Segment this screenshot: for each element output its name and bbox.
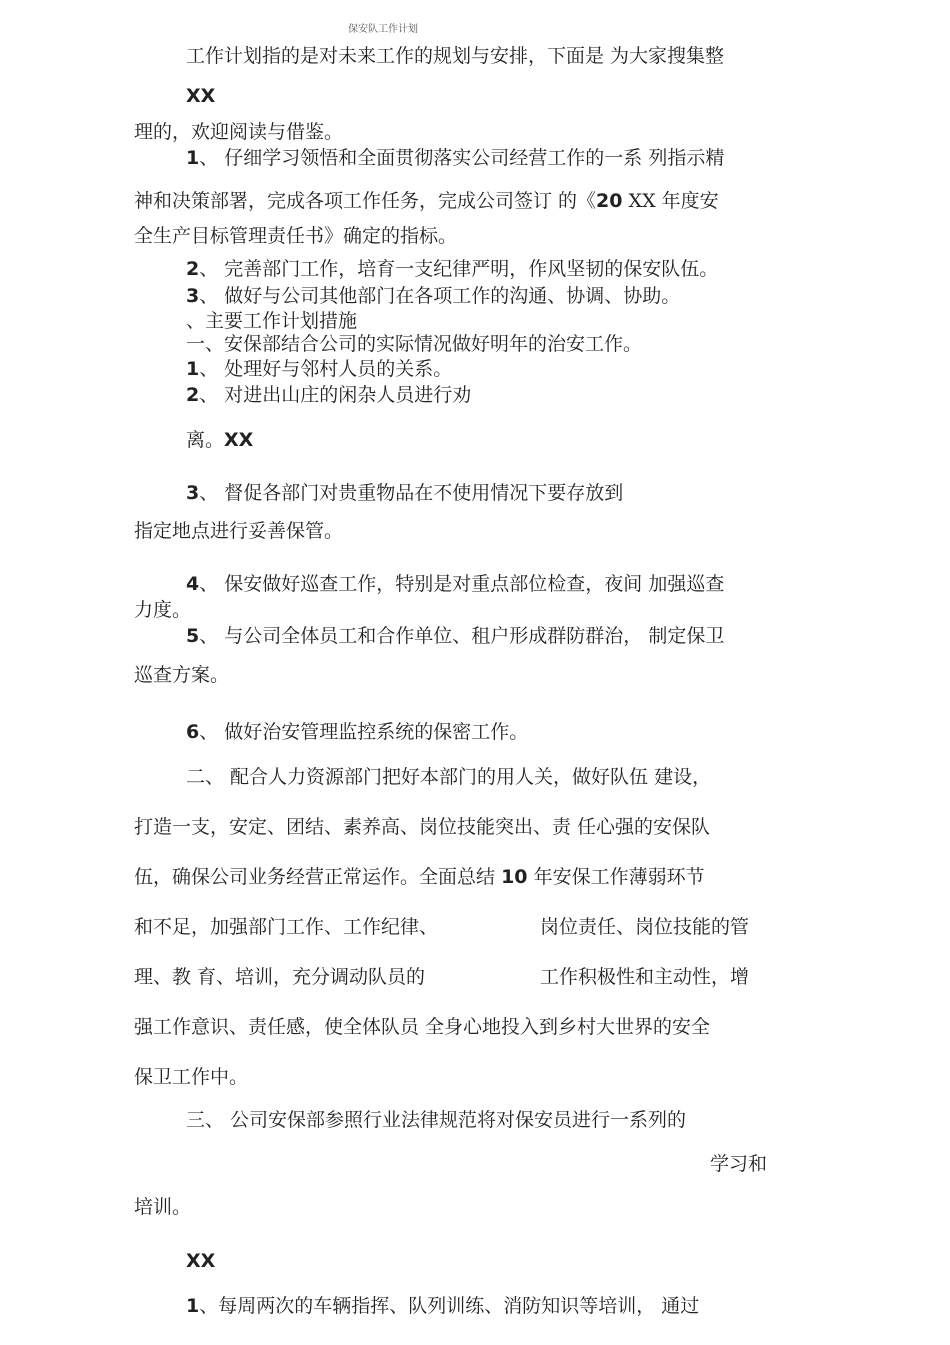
item-number: 1 [186, 1295, 200, 1317]
placeholder-xx: XX [186, 1250, 216, 1272]
goal-item-1-cont: 全生产目标管理责任书》确定的指标。 [134, 225, 458, 247]
item-number: 2 [186, 384, 200, 406]
measure-item-5-cont: 巡查方案。 [134, 664, 230, 686]
intro-line: 工作计划指的是对未来工作的规划与安排，下面是 为大家搜集整 [186, 45, 725, 67]
item-number: 3 [186, 482, 200, 504]
item-text: 、 督促各部门对贵重物品在不使用情况下要存放到 [199, 482, 624, 504]
subsection-2-line: 打造一支，安定、团结、素养高、岗位技能突出、责 任心强的安保队 [134, 816, 711, 838]
item-number: 2 [186, 258, 200, 280]
measure-item-2 [186, 383, 471, 407]
measure-item-2-cont [186, 428, 253, 452]
subsection-2-line: 二、 配合人力资源部门把好本部门的用人关，做好队伍 建设， [186, 766, 712, 788]
goal-item-1-cont [134, 189, 719, 213]
measure-item-4 [186, 572, 724, 596]
goal-item-2 [186, 257, 718, 281]
subsection-2-line: 保卫工作中。 [134, 1066, 249, 1088]
measure-item-6 [186, 720, 528, 744]
measure-item-4-cont: 力度。 [134, 599, 192, 621]
item-text: 年安保工作薄弱环节 [533, 866, 705, 888]
measure-item-5 [186, 624, 724, 648]
item-text: 、 做好治安管理监控系统的保密工作。 [199, 721, 529, 743]
goal-item-1 [186, 146, 724, 170]
subsection-2-line: 理、教 育、培训，充分调动队员的 [134, 966, 426, 988]
page-header: 保安队工作计划 [348, 24, 418, 35]
placeholder-xx: XX [224, 429, 254, 451]
subsection-2-line: 岗位责任、岗位技能的管 [540, 916, 750, 938]
intro-line: 理的，欢迎阅读与借鉴。 [134, 121, 344, 143]
item-text: 、 保安做好巡查工作，特别是对重点部位检查，夜间 加强巡查 [199, 573, 725, 595]
item-number: 3 [186, 285, 200, 307]
item-text: 伍，确保公司业务经营正常运作。全面总结 [134, 866, 496, 888]
item-text: 、每周两次的车辆指挥、队列训练、消防知识等培训， 通过 [199, 1295, 700, 1317]
item-number: 1 [186, 147, 200, 169]
measure-item-3 [186, 481, 623, 505]
measure-item-3-cont: 指定地点进行妥善保管。 [134, 520, 344, 542]
subsection-3-line: 培训。 [134, 1196, 192, 1218]
item-text: 、 仔细学习领悟和全面贯彻落实公司经营工作的一系 列指示精 [199, 147, 725, 169]
item-text: 、 处理好与邻村人员的关系。 [199, 358, 453, 380]
year-count: 10 [501, 866, 528, 888]
measure-item-1 [186, 357, 452, 381]
placeholder-xx: XX [186, 85, 216, 107]
item-text: 、 对进出山庄的闲杂人员进行劝 [199, 384, 472, 406]
item-text: 、 完善部门工作，培育一支纪律严明，作风坚韧的保安队伍。 [199, 258, 719, 280]
item-text: 神和决策部署，完成各项工作任务，完成公司签订 的《 [134, 190, 597, 212]
year-number: 20 [596, 190, 623, 212]
item-number: 5 [186, 625, 200, 647]
subsection-2-line: 和不足，加强部门工作、工作纪律、 [134, 916, 439, 938]
item-text: 、 与公司全体员工和合作单位、租户形成群防群治， 制定保卫 [199, 625, 725, 647]
subsection-3-line: 三、 公司安保部参照行业法律规范将对保安员进行一系列的 [186, 1109, 687, 1131]
item-number: 4 [186, 573, 200, 595]
subsection-heading-1: 一、安保部结合公司的实际情况做好明年的治安工作。 [186, 333, 643, 355]
item-number: 6 [186, 721, 200, 743]
item-number: 1 [186, 358, 200, 380]
item-text: 离。 [186, 429, 225, 451]
subsection-3-line: 学习和 [710, 1153, 768, 1175]
section-heading: 、主要工作计划措施 [186, 310, 358, 332]
goal-item-3 [186, 284, 680, 308]
item-text: 、 做好与公司其他部门在各项工作的沟通、协调、协助。 [199, 285, 681, 307]
item-text: XX 年度安 [628, 190, 719, 212]
subsection-2-line: 工作积极性和主动性，增 [540, 966, 750, 988]
subsection-2-line: 强工作意识、责任感，使全体队员 全身心地投入到乡村大世界的安全 [134, 1016, 711, 1038]
training-item-1 [186, 1294, 699, 1318]
subsection-2-line [134, 865, 705, 889]
